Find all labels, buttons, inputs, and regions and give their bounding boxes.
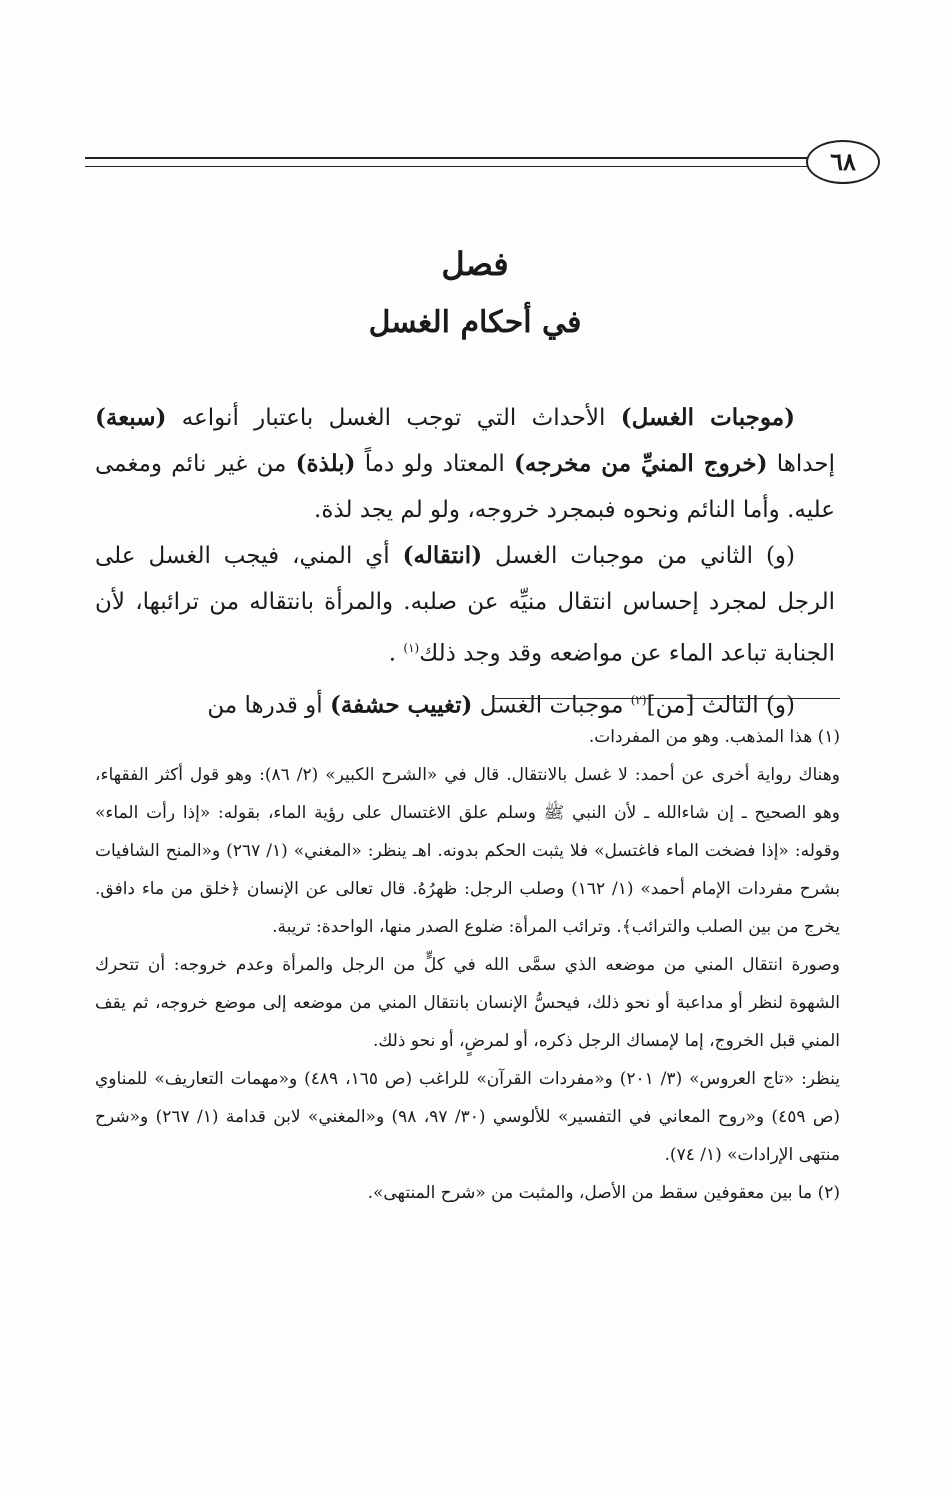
section-title: فصل xyxy=(441,245,509,283)
footnote-1: (١) هذا المذهب. وهو من المفردات. xyxy=(588,727,840,747)
term-intiqal: (انتقاله) xyxy=(402,542,483,569)
footnote-1-cont-a: وهناك رواية أخرى عن أحمد: لا غسل بالانتقال. قال في «الشرح الكبير» (٢/ ٨٦): وهو قول أكثر الفقهاء، وهو الصحيح ـ إن شاءالله ـ لأن النبي ﷺ وسلم علق الاغتسال على رؤية الماء، بقوله: «إذا رأت الماء» وقوله: «إذا فضخت الماء فاغتسل» فلا يثبت الحكم بدونه. اهـ ينظر: «المغني» (١/ ٢٦٧) و«المنح الشافيات بشرح مفردات الإمام أحمد» (١/ ١٦٢) وصلب الرجل: ظهرُهُ. قال تعالى عن الإنسان ﴿خلق من ماء دافق. يخرج من بين الصلب والترائب﴾. وترائب المرأة: ضلوع الصدر منها، الواحدة: تريبة. xyxy=(95,765,841,937)
footnotes xyxy=(95,718,840,1212)
page-number: ٦٨ xyxy=(806,140,880,184)
text: إحداها xyxy=(767,451,835,477)
footnote-2: (٢) ما بين معقوفين سقط من الأصل، والمثبت من «شرح المنتهى». xyxy=(367,1183,840,1203)
term-biladhdha: (بلذة) xyxy=(295,450,356,477)
main-text xyxy=(95,395,835,728)
text: أي المني، فيجب الغسل على الرجل لمجرد إحساس انتقال منيِّه عن صلبه. والمرأة بانتقاله من ترائبها، لأن الجنابة تباعد الماء عن مواضعه وقد وجد ذلك xyxy=(95,543,835,667)
term-taghyib: (تغييب حشفة) xyxy=(329,691,473,719)
text: أو قدرها من xyxy=(207,692,330,719)
header-rule xyxy=(85,157,818,167)
section-subtitle: في أحكام الغسل xyxy=(368,305,582,340)
paragraph-1 xyxy=(95,395,835,533)
footnote-1-refs: ينظر: «تاج العروس» (٣/ ٢٠١) و«مفردات القرآن» للراغب (ص ١٦٥، ٤٨٩) و«مهمات التعاريف» للمناوي (ص ٤٥٩) و«روح المعاني في التفسير» للألوسي (٣٠/ ٩٧، ٩٨) و«المغني» لابن قدامة (١/ ٢٦٧) و«شرح منتهى الإرادات» (١/ ٧٤). xyxy=(95,1069,841,1165)
term-khuruj: (خروج المنيِّ من مخرجه) xyxy=(514,450,768,477)
paragraph-2 xyxy=(95,533,835,677)
text: (و) الثاني من موجبات الغسل xyxy=(482,543,795,569)
footnote-ref-1[interactable]: (١) xyxy=(403,641,420,655)
text: . xyxy=(388,640,404,667)
text: (و) الثالث [من] xyxy=(646,692,795,719)
text: المعتاد ولو دماً xyxy=(355,451,515,477)
footnote-ref-2[interactable]: (٢) xyxy=(630,692,647,707)
term-sabaa: (سبعة) xyxy=(95,404,167,431)
term-mujibat: (موجبات الغسل) xyxy=(620,404,795,431)
footnote-1-cont-b: وصورة انتقال المني من موضعه الذي سمَّى الله في كلٍّ من الرجل والمرأة وعدم خروجه: أن تتحرك الشهوة لنظر أو مداعبة أو نحو ذلك، فيحسُّ الإنسان بانتقال المني من موضعه إلى موضع خروجه، ثم يقف المني قبل الخروج، إما لإمساك الرجل ذكره، أو لمرضٍ، أو نحو ذلك. xyxy=(95,955,840,1051)
text: موجبات الغسل xyxy=(472,692,631,719)
text: الأحداث التي توجب الغسل باعتبار أنواعه xyxy=(166,405,621,431)
text: من غير نائم ومغمى عليه. وأما النائم ونحوه فبمجرد خروجه، ولو لم يجد لذة. xyxy=(95,451,835,523)
footnote-separator xyxy=(495,698,840,699)
page-header xyxy=(85,140,880,184)
